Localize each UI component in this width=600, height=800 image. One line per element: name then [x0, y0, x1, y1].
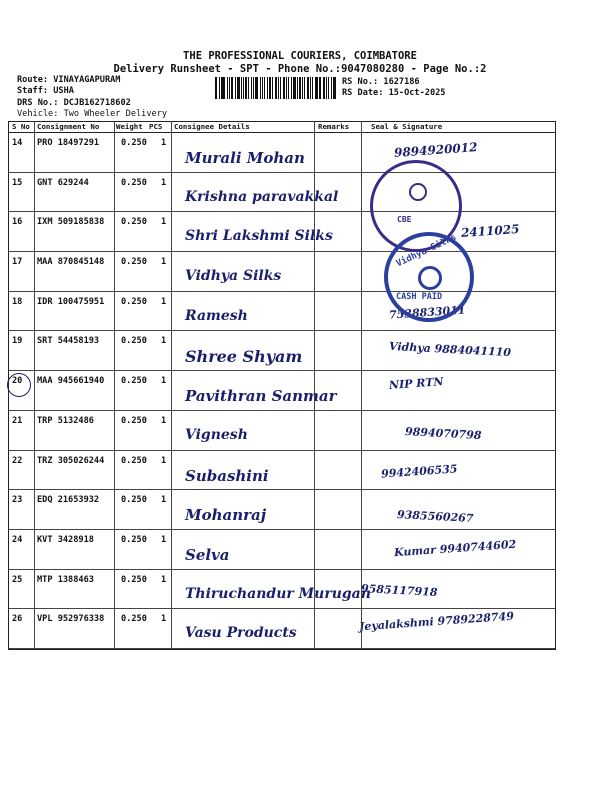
row-sno: 16	[12, 217, 23, 228]
row-weight: 0.250	[121, 614, 147, 625]
row-consignee-handwritten: Thiruchandur Murugan	[185, 585, 371, 602]
row-consignee-handwritten: Ramesh	[185, 307, 248, 324]
cash-paid-stamp: Vidhya Silks CASH PAID	[384, 232, 474, 322]
row-consignment: PRO 18497291	[37, 138, 100, 148]
row-weight: 0.250	[121, 495, 147, 506]
row-consignee-handwritten: Murali Mohan	[185, 149, 305, 167]
row-signature: Vidhya 9884041110	[388, 340, 512, 360]
table-row	[9, 609, 555, 649]
row-weight: 0.250	[121, 534, 147, 545]
row-consignment: KVT 3428918	[37, 534, 94, 545]
row-pcs: 1	[161, 257, 167, 268]
row-consignment: VPL 952976338	[37, 614, 105, 625]
row-consignment: MAA 870845148	[37, 257, 105, 268]
row-signature: 9894920012	[393, 140, 478, 160]
row-consignee-handwritten: Krishna paravakkal	[185, 188, 339, 205]
row-pcs: 1	[161, 336, 167, 347]
table-row	[9, 570, 555, 610]
row-weight: 0.250	[121, 336, 147, 347]
row-weight: 0.250	[121, 376, 147, 387]
row-pcs: 1	[161, 614, 167, 625]
row-weight: 0.250	[121, 177, 147, 188]
table-row	[9, 490, 555, 530]
row-pcs: 1	[161, 574, 167, 585]
table-row	[9, 173, 555, 213]
row-consignment: SRT 54458193	[37, 336, 100, 347]
row-consignment: EDQ 21653932	[37, 495, 100, 506]
cbe-stamp: CBE	[370, 160, 462, 252]
row-consignee-handwritten: Selva	[185, 545, 230, 564]
table-row	[9, 530, 555, 570]
table-row	[9, 212, 555, 252]
row-signature: 9942406535	[380, 461, 458, 481]
row-consignee-handwritten: Shree Shyam	[185, 347, 303, 367]
row-weight: 0.250	[121, 217, 147, 228]
row-weight: 0.250	[121, 455, 147, 466]
row-signature: 9385560267	[396, 508, 474, 526]
rs-number: RS No.: 1627186	[342, 77, 420, 87]
row-signature: 2411025	[460, 222, 520, 241]
row-signature: Kumar 9940744602	[393, 537, 517, 560]
row-weight: 0.250	[121, 415, 147, 426]
row-consignee-handwritten: Vignesh	[185, 426, 248, 443]
row-sno: 14	[12, 138, 23, 148]
col-seal-signature: Seal & Signature	[371, 122, 443, 131]
row-consignment: MAA 945661940	[37, 376, 105, 387]
row-sno: 25	[12, 574, 23, 585]
runsheet-title: THE PROFESSIONAL COURIERS, COIMBATORE	[183, 50, 417, 62]
row-consignee-handwritten: Shri Lakshmi Silks	[185, 228, 333, 245]
row-weight: 0.250	[121, 138, 147, 148]
row-sno: 19	[12, 336, 23, 347]
row-pcs: 1	[161, 376, 167, 387]
barcode-image	[215, 77, 337, 99]
row-pcs: 1	[161, 455, 167, 466]
row-signature: 9894070798	[404, 424, 482, 442]
table-row	[9, 371, 555, 411]
row-consignment: TRP 5132486	[37, 415, 94, 426]
row-signature: NIP RTN	[388, 375, 444, 393]
row-consignee-handwritten: Pavithran Sanmar	[185, 387, 337, 406]
col-consignee: Consignee Details	[174, 122, 250, 131]
row-pcs: 1	[161, 217, 167, 228]
col-remarks: Remarks	[318, 122, 350, 131]
table-row	[9, 411, 555, 451]
row-signature: Jeyalakshmi 9789228749	[358, 609, 515, 634]
row-consignee-handwritten: Vasu Products	[185, 625, 297, 642]
drs-number: DRS No.: DCJB162718602	[17, 98, 131, 108]
staff-label: Staff: USHA	[17, 86, 74, 96]
row-signature: 9585117918	[360, 581, 438, 599]
row-consignment: IXM 509185838	[37, 217, 105, 228]
table-row	[9, 292, 555, 332]
vehicle-label: Vehicle: Two Wheeler Delivery	[17, 109, 168, 119]
runsheet-table	[8, 121, 556, 650]
row-consignment: TRZ 305026244	[37, 455, 105, 466]
row-sno: 26	[12, 614, 23, 625]
row-pcs: 1	[161, 296, 167, 307]
row-sno: 15	[12, 177, 23, 188]
row-pcs: 1	[161, 534, 167, 545]
row-consignee-handwritten: Subashini	[185, 466, 269, 485]
row-consignment: MTP 1388463	[37, 574, 94, 585]
row-sno: 24	[12, 534, 23, 545]
row-pcs: 1	[161, 177, 167, 188]
row-weight: 0.250	[121, 574, 147, 585]
table-row	[9, 451, 555, 491]
row-weight: 0.250	[121, 257, 147, 268]
row-consignment: GNT 629244	[37, 177, 89, 188]
table-row	[9, 331, 555, 371]
runsheet-subtitle: Delivery Runsheet - SPT - Phone No.:9047080280 - Page No.:2	[113, 63, 487, 75]
table-row	[9, 133, 555, 173]
row-pcs: 1	[161, 138, 167, 148]
row-pcs: 1	[161, 495, 167, 506]
col-pcs: PCS	[149, 122, 163, 131]
route-label: Route: VINAYAGAPURAM	[17, 75, 121, 85]
row-sno: 23	[12, 495, 23, 506]
col-sno: S No	[12, 122, 30, 131]
col-weight: Weight	[116, 122, 143, 131]
row-sno: 22	[12, 455, 23, 466]
row-signature: 7538833011	[388, 303, 466, 322]
row-sno: 18	[12, 296, 23, 307]
rs-date: RS Date: 15-Oct-2025	[342, 88, 446, 98]
row-sno: 20	[12, 376, 23, 387]
row-consignee-handwritten: Mohanraj	[185, 506, 267, 525]
row-weight: 0.250	[121, 296, 147, 307]
row-pcs: 1	[161, 415, 167, 426]
row-sno: 21	[12, 415, 23, 426]
col-consignment: Consignment No	[37, 122, 100, 131]
row-consignment: IDR 100475951	[37, 296, 105, 307]
circled-row-marker	[7, 373, 31, 397]
row-sno: 17	[12, 257, 23, 268]
row-consignee-handwritten: Vidhya Silks	[185, 268, 282, 285]
table-header	[9, 121, 555, 133]
